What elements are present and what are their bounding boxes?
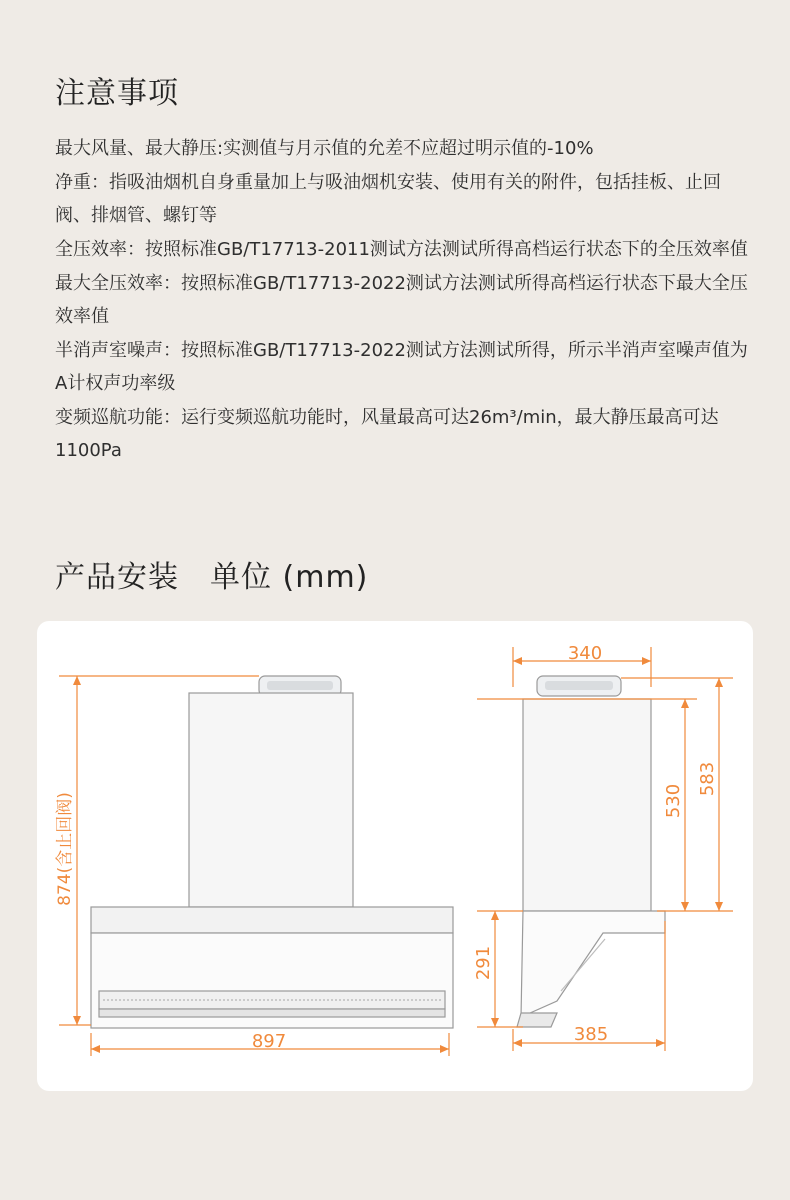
notes-list bbox=[55, 132, 755, 468]
side-total-height-label: 583 bbox=[697, 761, 718, 797]
note-net-weight: 净重：指吸油烟机自身重量加上与吸油烟机安装、使用有关的附件，包括挂板、止回阀、排烟管、螺钉等 bbox=[55, 172, 721, 226]
notes-title: 注意事项 bbox=[55, 76, 179, 111]
front-view bbox=[91, 676, 453, 1028]
front-hood-top bbox=[91, 907, 453, 933]
note-cruise-function: 变频巡航功能：运行变频巡航功能时，风量最高可达26m³/min，最大静压最高可达1100Pa bbox=[55, 407, 719, 461]
note-noise: 半消声室噪声：按照标准GB/T17713-2022测试方法测试所得，所示半消声室噪声值为A计权声功率级 bbox=[55, 340, 748, 394]
side-top-depth-label: 340 bbox=[567, 643, 603, 664]
install-title: 产品安装 单位 (mm) bbox=[55, 560, 369, 595]
dimension-diagram-card bbox=[37, 621, 753, 1091]
side-hood-body bbox=[521, 911, 665, 1017]
side-chimney bbox=[523, 699, 651, 911]
note-max-pressure-efficiency: 最大全压效率：按照标准GB/T17713-2022测试方法测试所得高档运行状态下最大全压效率值 bbox=[55, 273, 748, 327]
side-body-height-label: 530 bbox=[663, 783, 684, 819]
note-max-airflow: 最大风量、最大静压:实测值与月示值的允差不应超过明示值的-10% bbox=[55, 138, 594, 159]
dimension-diagram bbox=[37, 621, 753, 1091]
front-chimney bbox=[189, 693, 353, 907]
front-height-label: 874(含止回阀) bbox=[55, 792, 75, 906]
side-view bbox=[517, 676, 665, 1027]
note-pressure-efficiency: 全压效率：按照标准GB/T17713-2011测试方法测试所得高档运行状态下的全压效率值 bbox=[55, 239, 748, 260]
side-bottom-depth-label: 385 bbox=[573, 1024, 609, 1045]
front-width-label: 897 bbox=[251, 1031, 287, 1052]
side-lower-height-label: 291 bbox=[473, 945, 494, 981]
side-hood-tip bbox=[517, 1013, 557, 1027]
